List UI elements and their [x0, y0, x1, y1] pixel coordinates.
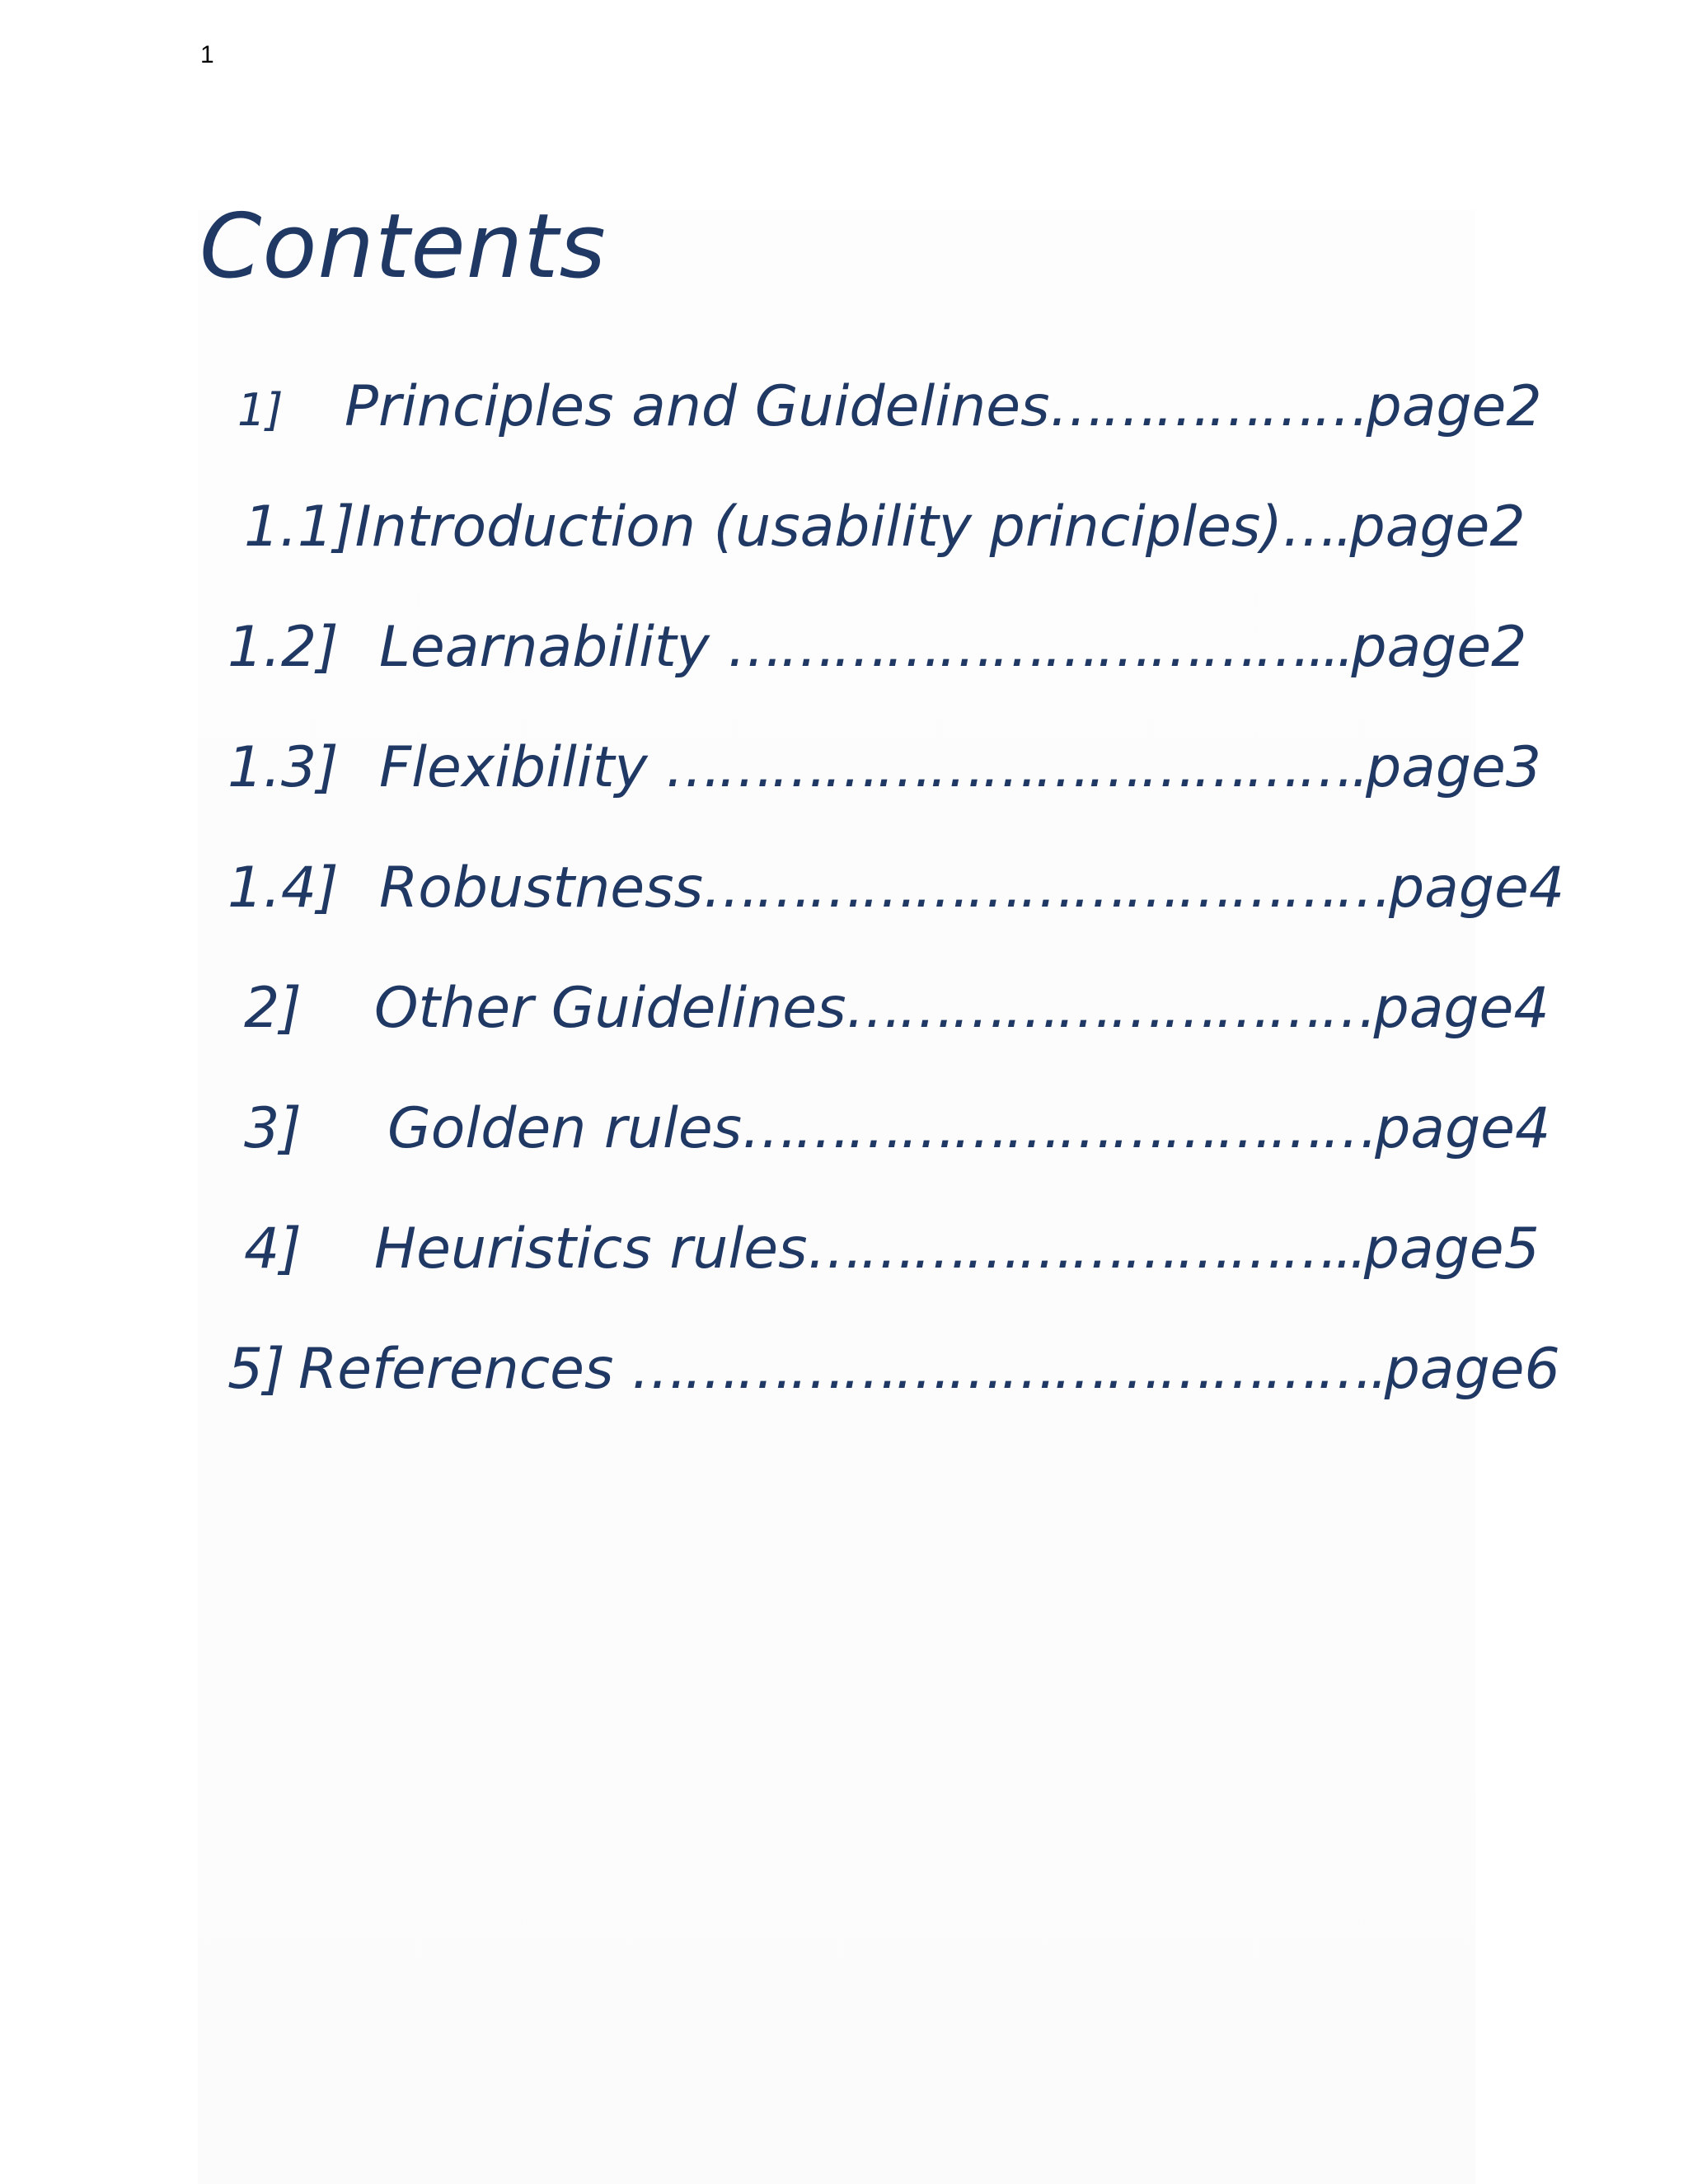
page-title: Contents	[199, 195, 607, 298]
toc-entry-page: page6	[1384, 1337, 1560, 1402]
toc-entry-5[interactable]	[227, 1337, 1560, 1402]
page-number: 1	[200, 41, 214, 68]
toc-entry-leader: ….	[1282, 494, 1350, 560]
toc-entry-page: page2	[1349, 494, 1526, 560]
toc-entry-number: 2]	[244, 976, 302, 1041]
toc-entry-label: Introduction (usability principles)	[354, 494, 1282, 560]
toc-entry-label: Principles and Guidelines	[345, 374, 1050, 439]
toc-entry-number: 4]	[244, 1216, 302, 1282]
toc-entry-leader: …………………………………….	[631, 1337, 1385, 1402]
toc-entry-number: 1]	[237, 384, 284, 436]
toc-entry-leader: ……………………………...	[727, 615, 1352, 680]
toc-entry-number: 1.1]	[244, 494, 355, 560]
toc-entry-number: 5]	[227, 1337, 285, 1402]
toc-entry-3[interactable]	[244, 1096, 1551, 1161]
toc-entry-1[interactable]	[237, 374, 1542, 439]
toc-entry-page: page3	[1365, 735, 1542, 800]
toc-entry-label: Other Guidelines	[374, 976, 846, 1041]
toc-entry-page: page4	[1375, 1096, 1551, 1161]
toc-entry-page: page4	[1389, 855, 1565, 921]
toc-entry-1-3[interactable]	[227, 735, 1542, 800]
toc-entry-page: page2	[1366, 374, 1542, 439]
toc-entry-leader: …………………………………	[703, 855, 1389, 921]
toc-entry-label: Flexibility	[379, 735, 666, 800]
toc-entry-4[interactable]	[244, 1216, 1540, 1282]
toc-entry-label: Golden rules	[387, 1096, 743, 1161]
toc-entry-1-2[interactable]	[227, 615, 1527, 680]
toc-entry-1-1[interactable]	[244, 494, 1526, 560]
toc-entry-leader: ………………………………….	[665, 735, 1366, 800]
toc-entry-leader: …………………………	[846, 976, 1374, 1041]
toc-entry-leader: ………………	[1049, 374, 1367, 439]
toc-entry-number: 1.3]	[227, 735, 339, 800]
toc-entry-number: 3]	[244, 1096, 302, 1161]
toc-entry-page: page2	[1351, 615, 1527, 680]
toc-entry-leader: ………………………………	[742, 1096, 1376, 1161]
toc-entry-number: 1.2]	[227, 615, 339, 680]
toc-entry-label: Heuristics rules	[374, 1216, 808, 1282]
toc-entry-1-4[interactable]	[227, 855, 1565, 921]
toc-entry-2[interactable]	[244, 976, 1550, 1041]
toc-entry-label: Robustness	[379, 855, 703, 921]
toc-entry-leader: …………………………..	[807, 1216, 1364, 1282]
toc-entry-label: Learnability	[379, 615, 728, 680]
toc-entry-page: page4	[1373, 976, 1550, 1041]
toc-entry-label: References	[298, 1337, 632, 1402]
toc-entry-number: 1.4]	[227, 855, 339, 921]
toc-entry-page: page5	[1363, 1216, 1540, 1282]
